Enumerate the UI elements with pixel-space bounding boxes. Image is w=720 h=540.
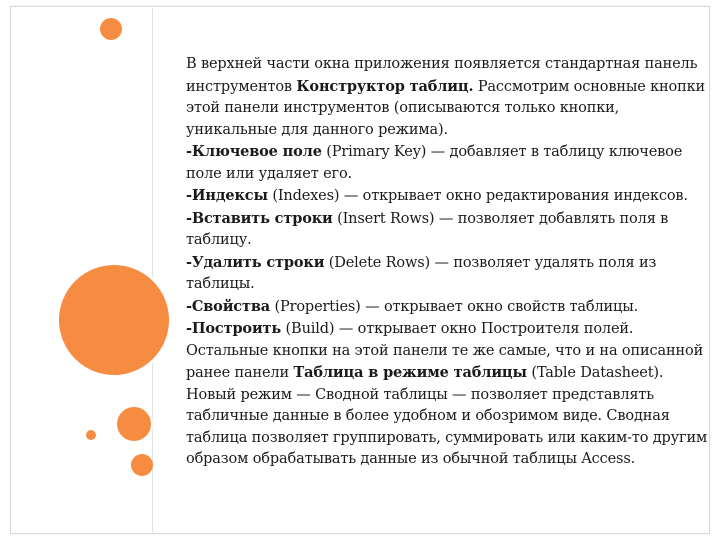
- list-item: [186, 208, 708, 252]
- list-item: [186, 185, 708, 208]
- list-item: [186, 252, 708, 296]
- item-name: -Индексы: [186, 187, 268, 204]
- bold-term: Конструктор таблиц.: [296, 77, 474, 95]
- item-name: -Свойства: [186, 297, 270, 315]
- item-desc: (Build) — открывает окно Построителя полей.: [281, 321, 634, 337]
- list-item: [186, 141, 708, 185]
- item-desc: (Insert Rows) — позволяет добавлять поля в таблицу.: [186, 210, 669, 248]
- decorative-circle-small-bottom: [131, 454, 153, 476]
- item-desc: (Indexes) — открывает окно редактирования индексов.: [267, 188, 688, 204]
- decorative-circle-small-top: [100, 18, 122, 40]
- item-desc: (Primary Key) — добавляет в таблицу ключевое поле или удаляет его.: [186, 144, 683, 182]
- intro-paragraph: В верхней части окна приложения появляется стандартная панель инструментов Конструктор таблиц. Рассмотрим основные кнопки этой панели инструментов (описываются только кнопки, уникальные для данного режима).: [186, 56, 706, 138]
- item-name: -Построить: [186, 320, 282, 337]
- item-name: -Вставить строки: [186, 209, 333, 227]
- decorative-circle-tiny: [86, 430, 96, 440]
- item-desc: (Delete Rows) — позволяет удалять поля из таблицы.: [186, 254, 657, 292]
- item-name: -Ключевое поле: [186, 143, 322, 160]
- decorative-circle-medium: [115, 405, 153, 443]
- bold-term: Таблица в режиме таблицы: [293, 364, 527, 381]
- decorative-circle-large: [56, 262, 172, 378]
- slide-text: [186, 54, 708, 471]
- closing-paragraph: Остальные кнопки на этой панели те же самые, что и на описанной ранее панели Таблица в режиме таблицы (Table Datasheet). Новый режим — Сводной таблицы — позволяет представлять табличные данные в более удобном и обозримом виде. Сводная таблица позволяет группировать, суммировать или каким-то другим образом обрабатывать данные из обычной таблицы Access.: [186, 342, 708, 467]
- item-desc: (Properties) — открывает окно свойств таблицы.: [270, 298, 639, 315]
- divider-line: [152, 8, 153, 534]
- item-name: -Удалить строки: [186, 253, 325, 271]
- list-item: [186, 296, 708, 319]
- list-item: [186, 318, 708, 341]
